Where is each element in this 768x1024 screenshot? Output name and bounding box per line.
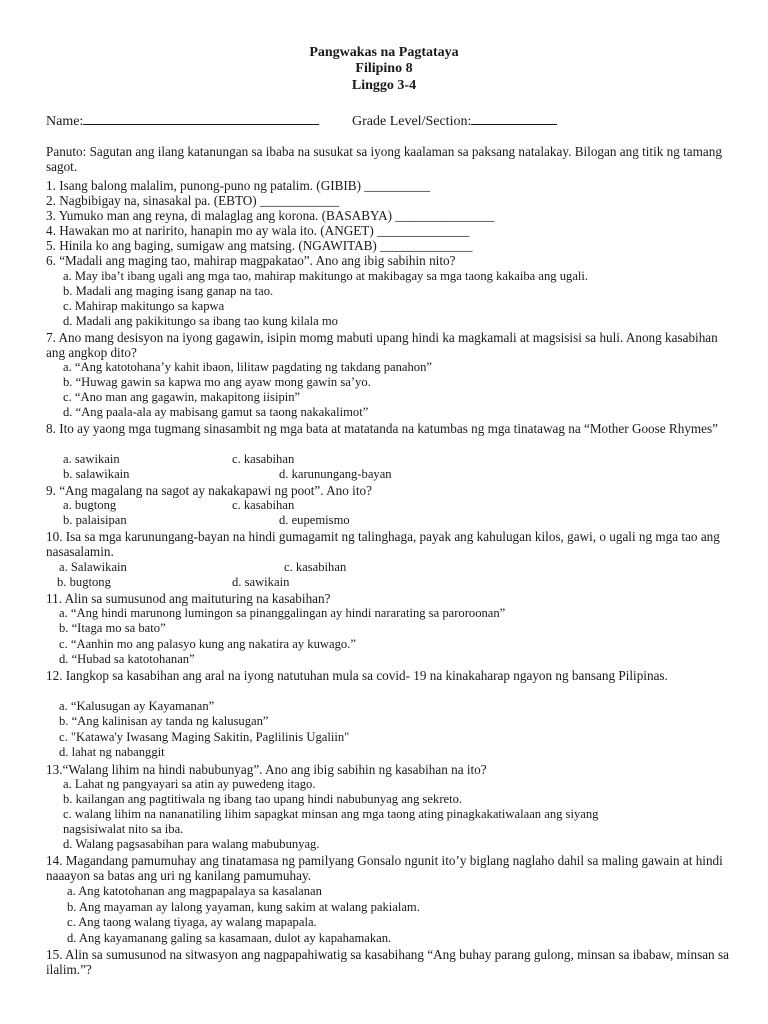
option-9c[interactable]: c. kasabihan bbox=[232, 498, 295, 512]
option-14a[interactable]: a. Ang katotohanan ang magpapalaya sa kasalanan bbox=[67, 884, 322, 898]
option-6d[interactable]: d. Madali ang pakikitungo sa ibang tao kung kilala mo bbox=[63, 314, 338, 328]
instructions: Panuto: Sagutan ang ilang katanungan sa ibaba na susukat sa iyong kaalaman sa paksang natalakay. Bilogan ang titik ng tamang sagot. bbox=[46, 144, 722, 174]
option-7b[interactable]: b. “Huwag gawin sa kapwa mo ang ayaw mong gawin sa’yo. bbox=[63, 375, 371, 389]
name-field bbox=[46, 112, 319, 129]
name-label: Name: bbox=[46, 114, 84, 129]
question-15: 15. Alin sa sumusunod na sitwasyon ang nagpapahiwatig sa kasabihang “Ang buhay parang gulong, minsan sa ibabaw, minsan sa ilalim.”? bbox=[46, 947, 729, 977]
option-9a[interactable]: a. bugtong bbox=[63, 498, 117, 512]
option-6c[interactable]: c. Mahirap makitungo sa kapwa bbox=[63, 299, 225, 313]
question-7: 7. Ano mang desisyon na iyong gagawin, isipin momg mabuti upang hindi ka magkamali at magsisisi sa huli. Anong kasabihan ang angkop dito? bbox=[46, 330, 718, 360]
question-3: 3. Yumuko man ang reyna, di malaglag ang korona. (BASABYA) _______________ bbox=[46, 208, 495, 223]
option-11d[interactable]: d. “Hubad sa katotohanan” bbox=[59, 652, 195, 666]
option-7c[interactable]: c. “Ano man ang gagawin, makapitong iisipin” bbox=[63, 390, 301, 404]
question-13: 13.“Walang lihim na hindi nabubunyag”. Ano ang ibig sabihin ng kasabihan na ito? bbox=[46, 762, 487, 777]
option-11c[interactable]: c. “Aanhin mo ang palasyo kung ang nakatira ay kuwago.” bbox=[59, 637, 356, 651]
name-blank[interactable] bbox=[83, 112, 319, 125]
option-10c[interactable]: c. kasabihan bbox=[284, 560, 347, 574]
option-13d[interactable]: d. Walang pagsasabihan para walang mabubunyag. bbox=[63, 837, 320, 851]
option-8d[interactable]: d. karunungang-bayan bbox=[279, 467, 392, 481]
document-subject: Filipino 8 bbox=[355, 61, 413, 76]
option-14c[interactable]: c. Ang taong walang tiyaga, ay walang mapapala. bbox=[67, 915, 317, 929]
option-8b[interactable]: b. salawikain bbox=[63, 467, 130, 481]
option-12c[interactable]: c. "Katawa'y Iwasang Maging Sakitin, Paglilinis Ugaliin" bbox=[59, 730, 350, 744]
option-13a[interactable]: a. Lahat ng pangyayari sa atin ay puwedeng itago. bbox=[63, 777, 316, 791]
question-14: 14. Magandang pamumuhay ang tinatamasa ng pamilyang Gonsalo ngunit ito’y biglang naglaho dahil sa maling gawain at hindi naaayon sa batas ang uri ng kanilang pamumuhay. bbox=[46, 853, 723, 883]
document-title: Pangwakas na Pagtataya bbox=[309, 45, 459, 60]
option-13c-continued: nagsisiwalat nito sa iba. bbox=[63, 822, 184, 836]
option-11b[interactable]: b. “Itaga mo sa bato” bbox=[59, 621, 166, 635]
question-8: 8. Ito ay yaong mga tugmang sinasambit ng mga bata at matatanda na katumbas ng mga tinatawag na “Mother Goose Rhymes” bbox=[46, 421, 719, 436]
option-7a[interactable]: a. “Ang katotohana’y kahit ibaon, lilitaw pagdating ng takdang panahon” bbox=[63, 360, 432, 374]
question-6: 6. “Madali ang maging tao, mahirap magpakatao”. Ano ang ibig sabihin nito? bbox=[46, 253, 456, 268]
option-10a[interactable]: a. Salawikain bbox=[59, 560, 127, 574]
option-7d[interactable]: d. “Ang paala-ala ay mabisang gamut sa taong nakakalimot” bbox=[63, 405, 369, 419]
option-14b[interactable]: b. Ang mayaman ay lalong yayaman, kung sakim at walang pakialam. bbox=[67, 900, 420, 914]
question-10: 10. Isa sa mga karunungang-bayan na hindi gumagamit ng talinghaga, payak ang kahulugan kilos, gawi, o ugali ng mga tao ang nasasalamin. bbox=[46, 529, 720, 559]
question-9: 9. “Ang magalang na sagot ay nakakapawi ng poot”. Ano ito? bbox=[46, 483, 372, 498]
question-5: 5. Hinila ko ang baging, sumigaw ang matsing. (NGAWITAB) ______________ bbox=[46, 238, 473, 253]
option-12d[interactable]: d. lahat ng nabanggit bbox=[59, 745, 165, 759]
question-2: 2. Nagbibigay na, sinasakal pa. (EBTO) ____________ bbox=[46, 193, 340, 208]
option-13b[interactable]: b. kailangan ang pagtitiwala ng ibang tao upang hindi nabubunyag ang sekreto. bbox=[63, 792, 463, 806]
question-4: 4. Hawakan mo at naririto, hanapin mo ay wala ito. (ANGET) ______________ bbox=[46, 223, 470, 238]
option-11a[interactable]: a. “Ang hindi marunong lumingon sa pinanggalingan ay hindi nararating sa paroroonan” bbox=[59, 606, 506, 620]
option-14d[interactable]: d. Ang kayamanang galing sa kasamaan, dulot ay kapahamakan. bbox=[67, 931, 392, 945]
option-12a[interactable]: a. “Kalusugan ay Kayamanan” bbox=[59, 699, 215, 713]
option-8c[interactable]: c. kasabihan bbox=[232, 452, 295, 466]
grade-field bbox=[352, 112, 557, 129]
option-10d[interactable]: d. sawikain bbox=[232, 575, 290, 589]
option-9b[interactable]: b. palaisipan bbox=[63, 513, 127, 527]
option-6a[interactable]: a. May iba’t ibang ugali ang mga tao, mahirap makitungo at makibagay sa mga taong kakaiba ang ugali. bbox=[63, 269, 589, 283]
grade-label: Grade Level/Section: bbox=[352, 114, 472, 129]
option-9d[interactable]: d. eupemismo bbox=[279, 513, 350, 527]
option-10b[interactable]: b. bugtong bbox=[57, 575, 111, 589]
grade-blank[interactable] bbox=[471, 112, 557, 125]
question-11: 11. Alin sa sumusunod ang maituturing na kasabihan? bbox=[46, 591, 331, 606]
question-12: 12. Iangkop sa kasabihan ang aral na iyong natutuhan mula sa covid- 19 na kinakaharap ngayon ng bansang Pilipinas. bbox=[46, 668, 668, 683]
option-8a[interactable]: a. sawikain bbox=[63, 452, 120, 466]
option-13c[interactable]: c. walang lihim na nananatiling lihim sapagkat minsan ang mga taong ating pinagkakatiwalaan ang siyang bbox=[63, 807, 599, 821]
question-1: 1. Isang balong malalim, punong-puno ng patalim. (GIBIB) __________ bbox=[46, 178, 431, 193]
option-12b[interactable]: b. “Ang kalinisan ay tanda ng kalusugan” bbox=[59, 714, 269, 728]
document-week: Linggo 3-4 bbox=[351, 78, 417, 93]
option-6b[interactable]: b. Madali ang maging isang ganap na tao. bbox=[63, 284, 274, 298]
